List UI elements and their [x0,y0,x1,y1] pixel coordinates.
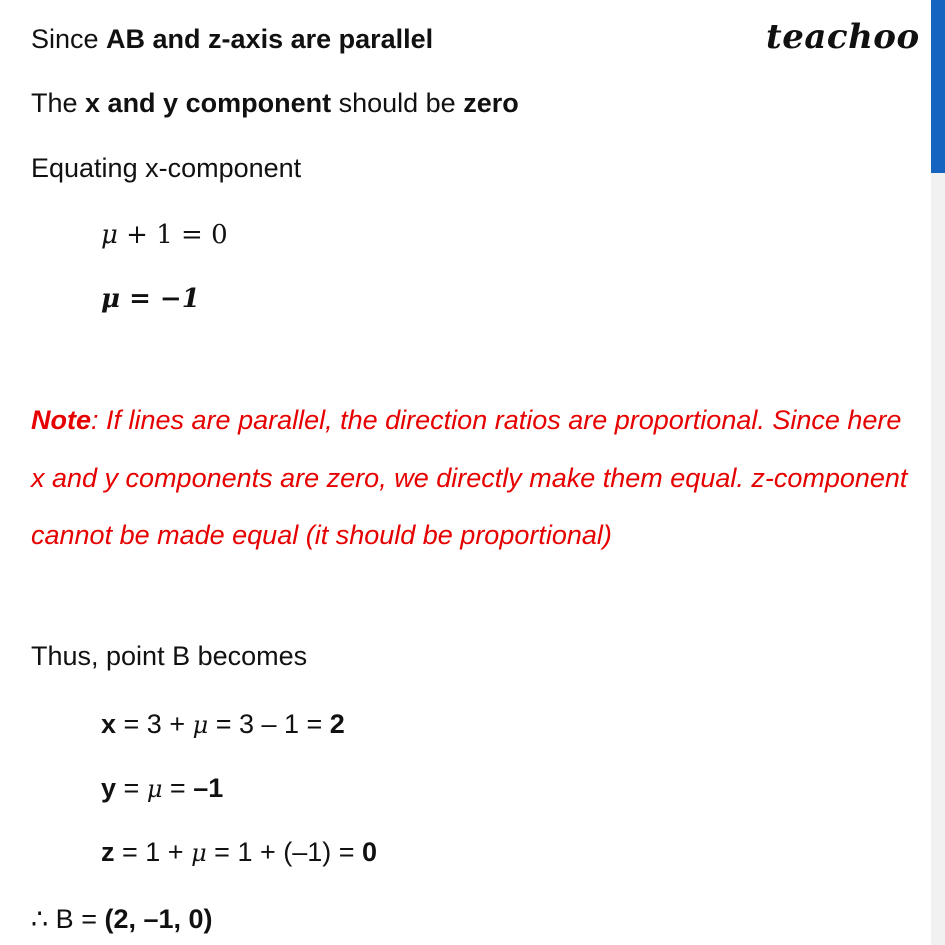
z-label: z [101,837,115,867]
text: Since [31,24,107,54]
equation-rest: + 1 = 0 [117,220,228,250]
y-value: –1 [193,773,224,803]
text: = 1 + (–1) = [206,837,363,867]
equating-heading: Equating x-component [31,153,302,183]
bold-text: AB and z-axis are parallel [106,24,434,54]
mu-symbol: μ [191,839,207,867]
text: = [162,773,194,803]
note-label: Note [31,405,91,435]
text: = 3 – 1 = [208,709,330,739]
final-answer [31,903,213,935]
y-label: y [101,773,117,803]
equation-1 [101,219,228,251]
z-equation [101,836,377,869]
scrollbar-thumb[interactable] [931,0,945,173]
x-value: 2 [329,709,345,739]
logo: teachoo [766,17,920,57]
therefore-text: ∴ B = [31,904,105,934]
mu-symbol: μ [192,711,209,739]
text: should be [331,88,464,118]
text: = 1 + [114,837,192,867]
y-equation [101,772,223,805]
text: = [116,773,147,803]
mu-symbol: μ [101,220,118,250]
statement-parallel [31,23,433,55]
x-label: x [101,709,117,739]
bold-text: zero [463,88,519,118]
mu-symbol: μ [146,775,163,803]
equation-2: μ = −1 [101,284,200,314]
statement-components-zero [31,87,519,119]
text: = 3 + [116,709,193,739]
note-paragraph [31,392,921,565]
scrollbar-track[interactable] [931,0,945,945]
z-value: 0 [362,837,378,867]
note-text: : If lines are parallel, the direction ratios are proportional. Since here x and y components are zero, we directly make them equal. z-component cannot be made equal (it should be proportional) [31,405,908,550]
solution-intro: Thus, point B becomes [31,641,308,671]
x-equation [101,708,345,741]
text: The [31,88,86,118]
point-b-value: (2, –1, 0) [104,904,213,934]
bold-text: x and y component [85,88,332,118]
